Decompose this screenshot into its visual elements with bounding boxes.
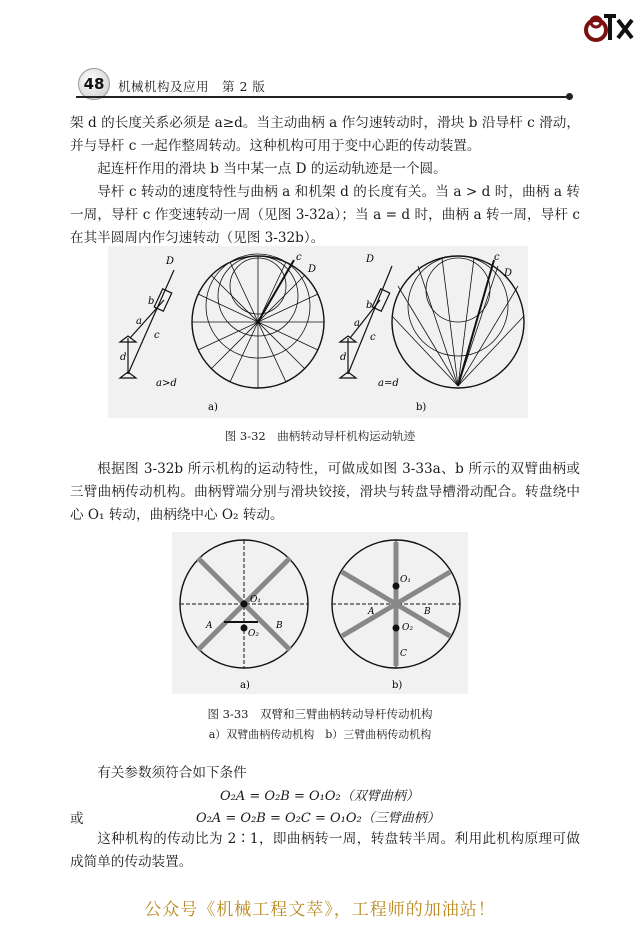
page-number: 48 bbox=[78, 68, 110, 100]
label-D-circle-a: D bbox=[308, 264, 317, 275]
label-a-a: a bbox=[136, 316, 142, 327]
fig33-sublabel-a: a) bbox=[240, 680, 250, 691]
fig32-sublabel-b: b) bbox=[416, 402, 427, 413]
fig33-sublabel-b: b) bbox=[392, 680, 403, 691]
equation-triple-arm: O₂A = O₂B = O₂C = O₁O₂（三臂曲柄） bbox=[196, 811, 440, 826]
or-word: 或 bbox=[70, 811, 84, 827]
body-text-top bbox=[70, 112, 580, 250]
label-a-b: a bbox=[354, 318, 360, 329]
publisher-logo bbox=[582, 8, 634, 46]
fig32-sublabel-a: a) bbox=[208, 402, 218, 413]
paragraph-6: 这种机构的传动比为 2∶1，即曲柄转一周，转盘转半周。利用此机构原理可做成简单的传动装置。 bbox=[70, 831, 580, 870]
double-arm-disc bbox=[180, 540, 308, 668]
label-O1-b: O₁ bbox=[400, 575, 411, 585]
figure-3-32-caption: 图 3-32 曲柄转动导杆机构运动轨迹 bbox=[224, 429, 416, 443]
paragraph-1: 架 d 的长度关系必须是 a≥d。当主动曲柄 a 作匀速转动时，滑块 b 沿导杆 c 滑动，并与导杆 c 一起作整周转动。这种机构可用于变中心距的传动装置。 bbox=[70, 115, 580, 154]
label-c-circle-a: c bbox=[296, 252, 302, 263]
equation-double-arm: O₂A = O₂B = O₁O₂（双臂曲柄） bbox=[220, 789, 419, 804]
label-b-b: b bbox=[366, 300, 373, 311]
label-D-a: D bbox=[166, 256, 175, 267]
label-b-a: b bbox=[148, 296, 155, 307]
label-d-b: d bbox=[340, 352, 347, 363]
label-O2-a: O₂ bbox=[248, 629, 259, 639]
label-O2-b: O₂ bbox=[402, 623, 413, 633]
header-rule bbox=[76, 96, 572, 98]
paragraph-5: 有关参数须符合如下条件 bbox=[97, 765, 247, 781]
condition-b: a=d bbox=[378, 378, 399, 389]
header-rule-dot bbox=[566, 93, 573, 100]
running-header-title: 机械机构及应用 第 2 版 bbox=[118, 79, 266, 94]
triple-arm-disc bbox=[332, 540, 460, 668]
paragraph-4: 根据图 3-32b 所示机构的运动特性，可做成如图 3-33a、b 所示的双臂曲柄或三臂曲柄传动机构。曲柄臂端分别与滑块铰接，滑块与转盘导槽滑动配合。转盘绕中心 O₁ 转动，曲柄绕中心 O₂ 转动。 bbox=[70, 461, 580, 523]
footer-watermark: 公众号《机械工程文萃》，工程师的加油站！ bbox=[144, 900, 496, 920]
figure-3-33-subcaption: a）双臂曲柄传动机构 b）三臂曲柄传动机构 bbox=[208, 728, 432, 741]
label-d-a: d bbox=[120, 352, 127, 363]
condition-a: a>d bbox=[156, 378, 177, 389]
label-A-a: A bbox=[206, 621, 213, 631]
label-c-b: c bbox=[370, 332, 376, 343]
label-D-circle-b: D bbox=[504, 268, 513, 279]
label-O1-a: O₁ bbox=[250, 595, 261, 605]
figure-3-32 bbox=[108, 246, 528, 418]
figure-3-33 bbox=[172, 532, 468, 694]
label-A-b: A bbox=[368, 607, 375, 617]
figure-3-33-caption: 图 3-33 双臂和三臂曲柄转动导杆传动机构 bbox=[207, 707, 433, 721]
label-B-a: B bbox=[276, 621, 283, 631]
label-D-b: D bbox=[366, 254, 375, 265]
paragraph-2: 起连杆作用的滑块 b 当中某一点 D 的运动轨迹是一个圆。 bbox=[97, 161, 447, 177]
label-C-b: C bbox=[400, 649, 407, 659]
paragraph-3: 导杆 c 转动的速度特性与曲柄 a 和机架 d 的长度有关。当 a > d 时，曲柄 a 转一周，导杆 c 作变速转动一周（见图 3-32a）；当 a = d 时，曲柄 a 转一周，导杆 c 在其半圆周内作匀速转动（见图 3-32b）。 bbox=[70, 184, 580, 246]
label-c-a: c bbox=[154, 330, 160, 341]
label-c-circle-b: c bbox=[494, 252, 500, 263]
label-B-b: B bbox=[424, 607, 431, 617]
